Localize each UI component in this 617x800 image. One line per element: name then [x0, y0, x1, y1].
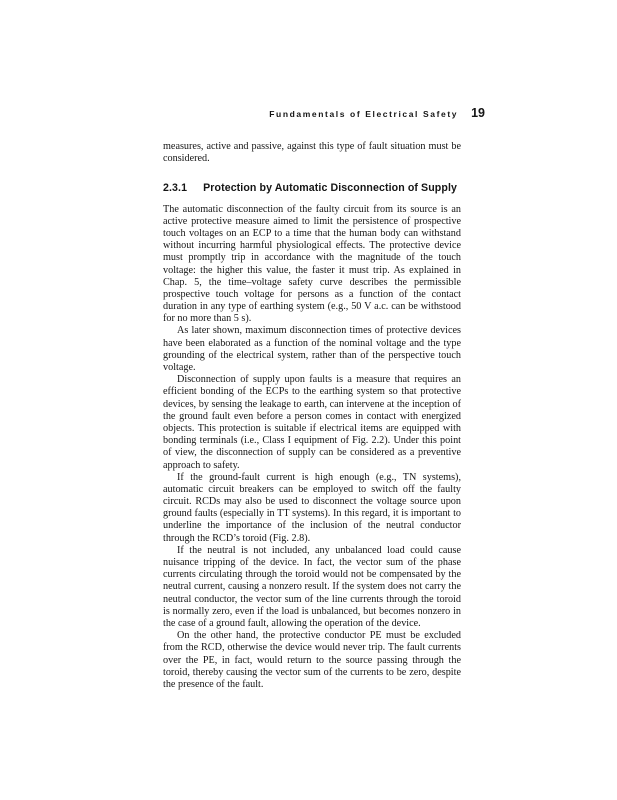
- paragraph-5: If the neutral is not included, any unbalanced load could cause nuisance tripping of the device. In fact, the vector sum of the phase currents circulating through the toroid would not be compensated by the neutral current, causing a nonzero result. If the system does not carry the neutral conductor, the vector sum of the line currents through the toroid is normally zero, even if the load is unbalanced, but becomes nonzero in the case of a ground fault, allowing the operation of the device.: [163, 544, 461, 629]
- page-number: 19: [471, 106, 485, 120]
- paragraph-4: If the ground-fault current is high enough (e.g., TN systems), automatic circuit breakers can be employed to switch off the faulty circuit. RCDs may also be used to disconnect the voltage source upon ground faults (especially in TT systems). In this regard, it is important to underline the importance of the inclusion of the neutral conductor through the RCD’s toroid (Fig. 2.8).: [163, 471, 461, 544]
- text-block: [163, 106, 485, 691]
- section-heading: [163, 182, 461, 194]
- paragraph-6: On the other hand, the protective conductor PE must be excluded from the RCD, otherwise the device would never trip. The fault currents over the PE, in fact, would return to the source passing through the toroid, thereby causing the vector sum of the currents to be zero, despite the presence of the fault.: [163, 630, 461, 690]
- paragraph-2: As later shown, maximum disconnection times of protective devices have been elaborated as a function of the nominal voltage and the type grounding of the electrical system, rather than of the perspective touch voltage.: [163, 325, 461, 373]
- paragraph-3: Disconnection of supply upon faults is a measure that requires an efficient bonding of the ECPs to the earthing system so that protective devices, by sensing the leakage to earth, can intervene at the inception of the ground fault even before a person comes in contact with energized objects. This protection is suitable if electrical items are equipped with bonding terminals (i.e., Class I equipment of Fig. 2.2). Under this point of view, the disconnection of supply can be considered as a preventive approach to safety.: [163, 374, 461, 471]
- body-text: [163, 141, 461, 691]
- running-head: [163, 106, 485, 120]
- running-head-title: Fundamentals of Electrical Safety: [269, 109, 459, 119]
- paragraph-1: The automatic disconnection of the faulty circuit from its source is an active protective measure aimed to limit the persistence of prospective touch voltages on an ECP to a time that the human body can withstand without incurring harmful physiological effects. The protective device must promptly trip in accordance with the magnitude of the touch voltage: the higher this value, the faster it must trip. As explained in Chap. 5, the time–voltage safety curve describes the permissible prospective touch voltage for persons as a function of the contact duration in any type of earthing system (e.g., 50 V a.c. can be withstood for no more than 5 s).: [163, 203, 461, 325]
- section-title: Protection by Automatic Disconnection of Supply: [203, 182, 457, 195]
- section-number: 2.3.1: [163, 182, 188, 195]
- continuation-paragraph: measures, active and passive, against this type of fault situation must be considered.: [163, 141, 461, 165]
